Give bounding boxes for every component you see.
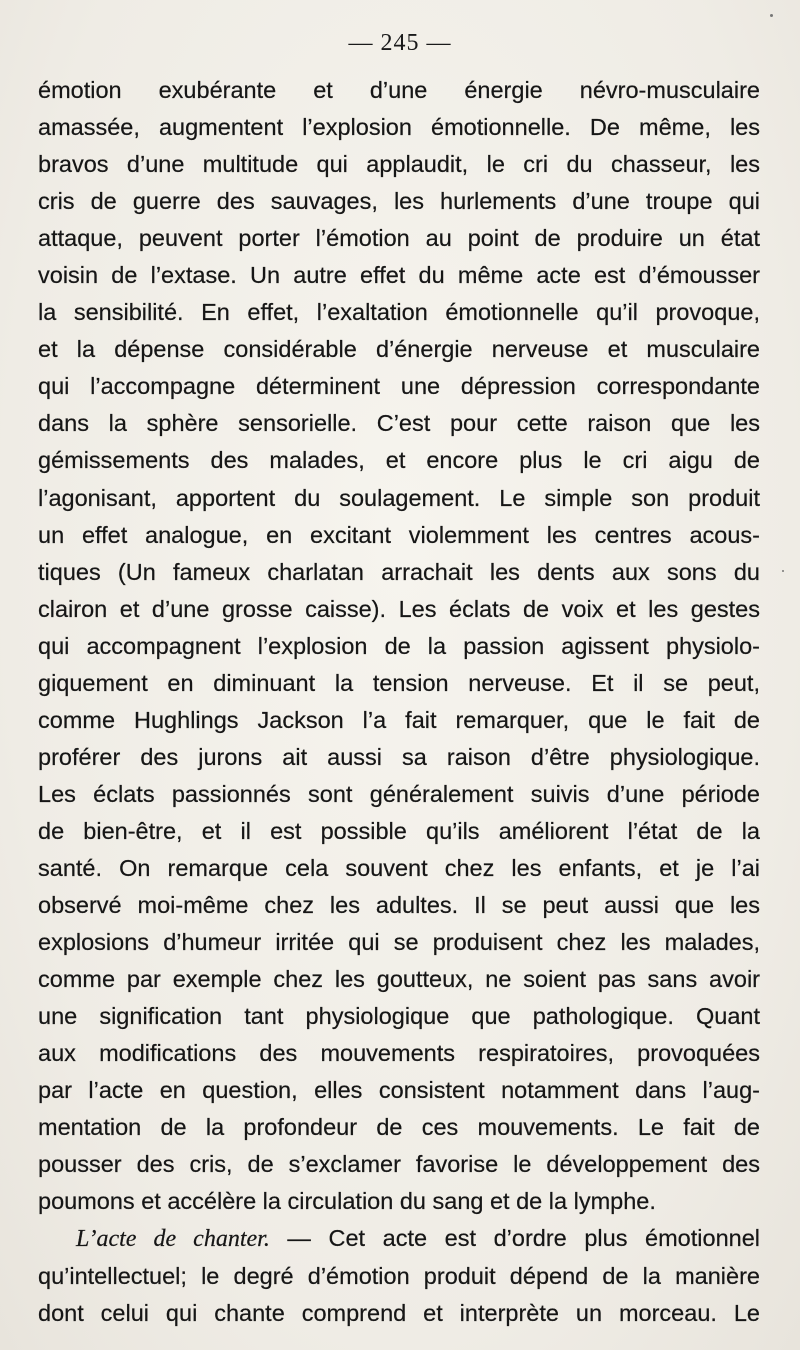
text-line: qui l’accompagne déterminent une dépression correspondante <box>38 373 760 400</box>
text-line: et la dépense considérable d’énergie nerveuse et musculaire <box>38 336 760 363</box>
paper-speck <box>782 570 784 572</box>
text-line: comme Hughlings Jackson l’a fait remarquer, que le fait de <box>38 706 760 733</box>
text-line: attaque, peuvent porter l’émotion au point de produire un état <box>38 225 760 252</box>
text-line: qu’intellectuel; le degré d’émotion produit dépend de la manière <box>38 1262 760 1289</box>
text-line: explosions d’humeur irritée qui se produisent chez les malades, <box>38 929 760 956</box>
text-line: cris de guerre des sauvages, les hurlements d’une troupe qui <box>38 188 760 215</box>
text-line: amassée, augmentent l’explosion émotionnelle. De même, les <box>38 114 760 141</box>
text-line: l’agonisant, apportent du soulagement. Le simple son produit <box>38 484 760 511</box>
paper-speck <box>770 14 773 17</box>
text-line: comme par exemple chez les goutteux, ne soient pas sans avoir <box>38 966 760 993</box>
section-heading: L’acte de chanter. <box>76 1226 270 1253</box>
text-line: gémissements des malades, et encore plus le cri aigu de <box>38 447 760 474</box>
text-line: bravos d’une multitude qui applaudit, le cri du chasseur, les <box>38 151 760 178</box>
text-line: clairon et d’une grosse caisse). Les éclats de voix et les gestes <box>38 595 760 622</box>
paragraph-end-line: poumons et accélère la circulation du sang et de la lymphe. <box>38 1188 656 1215</box>
section-first-line-text: — Cet acte est d’ordre plus émotionnel <box>269 1225 760 1252</box>
text-line: pousser des cris, de s’exclamer favorise le développement des <box>38 1151 760 1178</box>
text-line: voisin de l’extase. Un autre effet du même acte est d’émousser <box>38 262 760 289</box>
text-line: mentation de la profondeur de ces mouvements. Le fait de <box>38 1114 760 1141</box>
text-line: émotion exubérante et d’une énergie névro-musculaire <box>38 77 760 103</box>
text-line: aux modifications des mouvements respiratoires, provoquées <box>38 1040 760 1067</box>
text-line: tiques (Un fameux charlatan arrachait les dents aux sons du <box>38 558 760 585</box>
body-text <box>38 72 760 1332</box>
text-line: observé moi-même chez les adultes. Il se peut aussi que les <box>38 892 760 919</box>
text-line: dans la sphère sensorielle. C’est pour cette raison que les <box>38 410 760 437</box>
page-number: — 245 — <box>348 30 452 56</box>
text-line: de bien-être, et il est possible qu’ils améliorent l’état de la <box>38 817 760 844</box>
text-line: Les éclats passionnés sont généralement suivis d’une période <box>38 780 760 807</box>
text-line: dont celui qui chante comprend et interprète un morceau. Le <box>38 1299 760 1326</box>
section-first-line <box>38 1220 760 1257</box>
text-line: un effet analogue, en excitant violemment les centres acous- <box>38 521 760 548</box>
text-line: proférer des jurons ait aussi sa raison d’être physiologique. <box>38 743 760 770</box>
text-line: la sensibilité. En effet, l’exaltation émotionnelle qu’il provoque, <box>38 299 760 326</box>
text-line: giquement en diminuant la tension nerveuse. Et il se peut, <box>38 669 760 696</box>
text-line: qui accompagnent l’explosion de la passion agissent physiolo- <box>38 632 760 659</box>
text-line: par l’acte en question, elles consistent notamment dans l’aug- <box>38 1077 760 1104</box>
text-line: une signification tant physiologique que pathologique. Quant <box>38 1003 760 1030</box>
text-line: santé. On remarque cela souvent chez les enfants, et je l’ai <box>38 854 760 881</box>
